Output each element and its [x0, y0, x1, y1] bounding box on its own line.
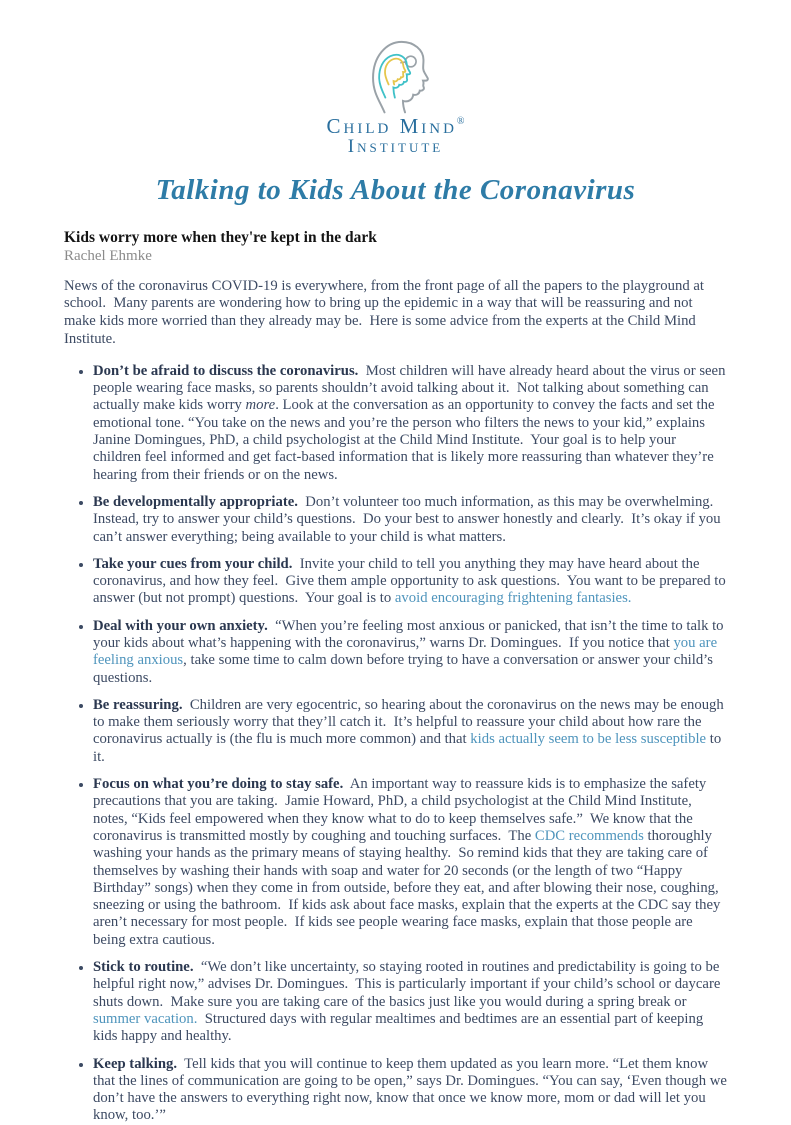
- bullet-item-take-your-cues: [93, 555, 730, 608]
- child-mind-institute-logo: [64, 32, 727, 157]
- bullet-item-own-anxiety: [93, 618, 727, 687]
- bullet-text: , take some time to calm down before trying to have a conversation or answer your child’s questions.: [93, 652, 717, 686]
- bullet-lead: Keep talking.: [93, 1055, 178, 1072]
- registered-trademark-symbol: ®: [456, 116, 465, 127]
- bullet-lead: Be developmentally appropriate.: [93, 493, 298, 510]
- link-kids-less-susceptible[interactable]: kids actually seem to be less susceptible: [470, 731, 707, 748]
- bullet-text: thoroughly washing your hands as the primary means of staying healthy. So remind kids that they are taking care of themselves by washing their hands with soap and water for 20 seconds (or the length of two “Happy Birthday” songs) when they come in from outside, before they eat, and after blowing their nose, coughing, sneezing or using the bathroom. If kids ask about face masks, explain that the experts at the CDC say they aren’t necessary for most people. If kids see people wearing face masks, explain that those people are being extra cautious.: [93, 827, 724, 948]
- document-title: Talking to Kids About the Coronavirus: [155, 173, 636, 206]
- bullet-item-developmentally-appropriate: [93, 494, 727, 546]
- bullet-item-be-reassuring: [93, 697, 727, 766]
- bullet-text: “We don’t like uncertainty, so staying rooted in routines and predictability is going to be helpful right now,” advises Dr. Domingues. This is particularly important if your child’s school or daycare shuts down. Make sure you are taking care of the basics just like you would during a spring break or: [93, 959, 725, 1010]
- intro-paragraph: News of the coronavirus COVID-19 is everywhere, from the front page of all the papers to the playground at school. Many parents are wondering how to bring up the epidemic in a way that will be reassuring and not make kids more worried than they already may be. Here is some advice from the experts at the Child Mind Institute.: [64, 277, 708, 347]
- bullet-lead: Take your cues from your child.: [93, 555, 293, 572]
- logo-name-line2: Institute: [347, 136, 444, 158]
- link-you-are-feeling-anxious[interactable]: you are feeling anxious: [93, 635, 721, 669]
- nested-head-profiles-icon: [348, 32, 444, 114]
- bullet-lead: Focus on what you’re doing to stay safe.: [93, 776, 344, 793]
- advice-bullet-list: [64, 362, 731, 1125]
- bullet-text-italic: more: [245, 397, 276, 414]
- bullet-item-stick-to-routine: [93, 959, 727, 1045]
- logo-wordmark: [64, 116, 727, 157]
- link-frightening-fantasies[interactable]: avoid encouraging frightening fantasies.: [394, 590, 632, 607]
- bullet-item-keep-talking: [93, 1055, 731, 1125]
- bullet-text: Invite your child to tell you anything they may have heard about the coronavirus, and how they feel. Give them ample opportunity to ask questions. You want to be prepared to answer (but not prompt) questions. Your goal is to: [93, 555, 730, 607]
- bullet-text: Children are very egocentric, so hearing about the coronavirus on the news may be enough to make them seriously worry that they’ll catch it. It’s helpful to reassure your child about how rare the coronavirus actually is (the flu is much more common) and that: [93, 696, 728, 748]
- bullet-text: An important way to reassure kids is to emphasize the safety precautions that you are taking. Jamie Howard, PhD, a child psychologist at the Child Mind Institute, notes, “Kids feel empowered when they know what to do to keep themselves safe.” We know that the coronavirus is transmitted mostly by coughing and touching surfaces. The: [93, 776, 710, 844]
- bullet-text: Structured days with regular mealtimes and bedtimes are an essential part of keeping kids happy and healthy.: [93, 1010, 707, 1045]
- link-summer-vacation[interactable]: summer vacation.: [93, 1010, 198, 1027]
- byline: Rachel Ehmke: [64, 247, 152, 264]
- bullet-item-discuss-coronavirus: [93, 362, 730, 484]
- bullet-lead: Don’t be afraid to discuss the coronavirus.: [93, 362, 359, 379]
- bullet-text: Don’t volunteer too much information, as this may be overwhelming. Instead, try to answer your child’s questions. Do your best to answer honestly and clearly. It’s okay if you can’t answer everything; being available to your child is what matters.: [93, 493, 725, 545]
- bullet-text: Most children will have already heard about the virus or seen people wearing face masks, so parents shouldn’t avoid talking about it. Not talking about something can actually make kids worry: [93, 362, 730, 414]
- link-cdc-recommends[interactable]: CDC recommends: [534, 827, 644, 844]
- bullet-lead: Deal with your own anxiety.: [93, 617, 268, 634]
- bullet-lead: Be reassuring.: [93, 696, 183, 713]
- article-heading: Kids worry more when they're kept in the dark: [64, 228, 377, 246]
- bullet-text: to it.: [93, 731, 725, 765]
- bullet-lead: Stick to routine.: [93, 959, 194, 976]
- bullet-text: Tell kids that you will continue to keep them updated as you learn more. “Let them know that the lines of communication are going to be open,” says Dr. Domingues. “You can say, ‘Even though we don’t have the answers to everything right now, know that once we know more, mom or dad will let you know, too.’”: [93, 1055, 731, 1124]
- bullet-text: . Look at the conversation as an opportunity to convey the facts and set the emotional tone. “You take on the news and you’re the person who filters the news to your kid,” explains Janine Domingues, PhD, a child psychologist at the Child Mind Institute. Your goal is to help your children feel informed and get fact-based information that is likely more reassuring than whatever they’re hearing from their friends or on the news.: [93, 397, 719, 483]
- bullet-text: “When you’re feeling most anxious or panicked, that isn’t the time to talk to your kids about what’s happening with the coronavirus,” warns Dr. Domingues. If you notice that: [93, 617, 728, 651]
- bullet-item-stay-safe: [93, 776, 727, 949]
- logo-name-line1: Child Mind: [326, 114, 457, 138]
